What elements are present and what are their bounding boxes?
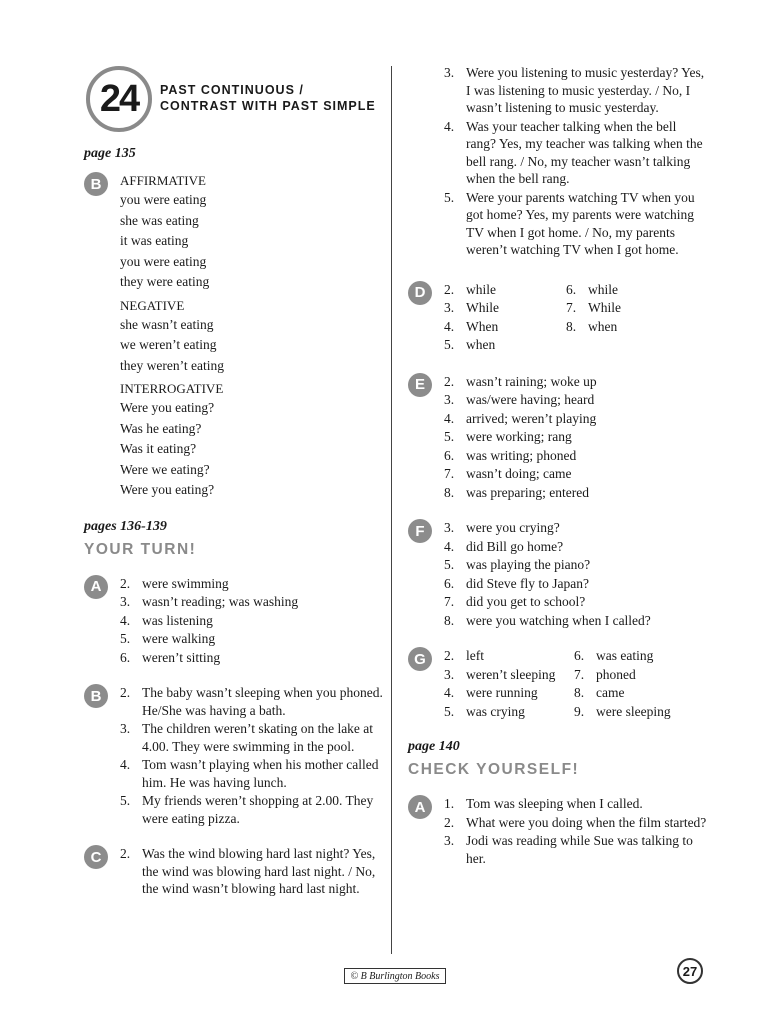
exercise-badge: C bbox=[84, 845, 108, 869]
item-text: When bbox=[466, 318, 499, 334]
publisher-credit: © B Burlington Books bbox=[344, 968, 446, 984]
item-number: 4. bbox=[444, 410, 455, 426]
form-line: she wasn’t eating bbox=[120, 316, 214, 332]
exercise-d-conjunctions bbox=[408, 281, 708, 355]
form-line: Were you eating? bbox=[120, 400, 215, 415]
item-number: 8. bbox=[566, 318, 577, 334]
list-item bbox=[120, 630, 384, 648]
item-number: 3. bbox=[444, 65, 455, 80]
exercise-c-continued bbox=[408, 64, 708, 259]
list-item bbox=[444, 703, 574, 721]
item-number: 5. bbox=[444, 703, 455, 719]
item-number: 6. bbox=[444, 447, 455, 463]
item-text: The baby wasn’t sleeping when you phoned. He/She was having a bath. bbox=[142, 685, 383, 718]
item-number: 3. bbox=[444, 833, 455, 848]
exercise-a-your-turn bbox=[84, 575, 384, 667]
list-item bbox=[574, 647, 696, 665]
page-ref-135: page 135 bbox=[84, 146, 136, 161]
list-item bbox=[120, 593, 384, 611]
item-number: 6. bbox=[120, 649, 131, 665]
form-line: you were eating bbox=[120, 192, 207, 207]
list-item bbox=[444, 336, 566, 354]
item-text: Were your parents watching TV when you got home? Yes, my parents were watching TV when I got home. / No, my parents weren’t watching TV when I got home. bbox=[466, 189, 695, 257]
form-line: they were eating bbox=[120, 274, 210, 289]
item-text: Was your teacher talking when the bell rang? Yes, my teacher was talking when the bell rang. / No, my teacher wasn’t talking when the bell rang. bbox=[466, 118, 703, 186]
item-number: 6. bbox=[566, 281, 577, 297]
list-item bbox=[444, 538, 708, 556]
item-number: 3. bbox=[120, 594, 131, 609]
list-item bbox=[444, 612, 708, 630]
item-text: while bbox=[588, 281, 618, 297]
form-line: they weren’t eating bbox=[120, 357, 224, 373]
item-text: wasn’t raining; woke up bbox=[466, 373, 597, 389]
item-number: 5. bbox=[444, 557, 455, 572]
item-text: were working; rang bbox=[466, 429, 572, 444]
unit-title-line1: PAST CONTINUOUS / bbox=[160, 83, 304, 97]
item-number: 2. bbox=[120, 846, 131, 861]
page-ref-140: page 140 bbox=[408, 739, 460, 754]
exercise-g-verbs bbox=[408, 647, 708, 721]
item-number: 5. bbox=[444, 429, 455, 444]
item-number: 5. bbox=[120, 631, 131, 646]
item-text: did Bill go home? bbox=[466, 538, 564, 554]
exercise-f-questions bbox=[408, 519, 708, 629]
item-number: 9. bbox=[574, 703, 585, 719]
item-number: 5. bbox=[444, 337, 455, 352]
exercise-badge: D bbox=[408, 281, 432, 305]
exercise-badge: B bbox=[84, 172, 108, 196]
exercise-badge: E bbox=[408, 373, 432, 397]
item-text: was eating bbox=[596, 648, 654, 663]
item-number: 4. bbox=[444, 538, 455, 554]
item-number: 7. bbox=[444, 594, 455, 609]
list-item bbox=[444, 189, 708, 259]
item-text: weren’t sleeping bbox=[466, 666, 556, 682]
item-number: 4. bbox=[120, 757, 131, 772]
item-text: was playing the piano? bbox=[466, 557, 591, 572]
item-text: My friends weren’t shopping at 2.00. They were eating pizza. bbox=[142, 793, 374, 826]
exercise-badge: A bbox=[84, 575, 108, 599]
item-text: while bbox=[466, 281, 496, 297]
exercise-c-questions bbox=[84, 845, 384, 898]
unit-title-line2: CONTRAST WITH PAST SIMPLE bbox=[160, 99, 376, 113]
item-number: 3. bbox=[120, 721, 131, 736]
item-number: 6. bbox=[574, 648, 585, 663]
item-number: 7. bbox=[566, 300, 577, 315]
item-number: 2. bbox=[120, 575, 131, 591]
item-text: Jodi was reading while Sue was talking to her. bbox=[466, 833, 693, 866]
list-item bbox=[444, 281, 566, 299]
form-line: we weren’t eating bbox=[120, 337, 217, 352]
page-ref-136-139: pages 136-139 bbox=[84, 518, 167, 534]
item-text: Was the wind blowing hard last night? Yes, the wind was blowing hard last night. / No, the wind wasn’t blowing hard last night. bbox=[142, 846, 376, 896]
item-number: 7. bbox=[574, 666, 585, 682]
list-item bbox=[444, 519, 708, 537]
list-item bbox=[444, 666, 574, 684]
item-text: did Steve fly to Japan? bbox=[466, 575, 589, 591]
list-item bbox=[120, 756, 384, 791]
item-text: were you watching when I called? bbox=[466, 612, 651, 628]
item-text: arrived; weren’t playing bbox=[466, 410, 597, 426]
list-item bbox=[444, 484, 708, 502]
item-text: were running bbox=[466, 685, 538, 700]
list-item bbox=[444, 556, 708, 574]
negative-label: NEGATIVE bbox=[120, 297, 185, 313]
list-item bbox=[120, 612, 384, 630]
item-text: did you get to school? bbox=[466, 594, 586, 609]
list-item bbox=[120, 845, 384, 898]
list-item bbox=[566, 299, 688, 317]
form-line: Was it eating? bbox=[120, 441, 197, 456]
item-number: 6. bbox=[444, 575, 455, 591]
list-item bbox=[444, 318, 566, 336]
list-item bbox=[444, 428, 708, 446]
item-text: were sleeping bbox=[596, 703, 671, 719]
exercise-a-check-yourself bbox=[408, 795, 708, 867]
list-item bbox=[574, 703, 696, 721]
item-text: was preparing; entered bbox=[466, 484, 589, 500]
form-line: it was eating bbox=[120, 233, 189, 248]
exercise-b-conjugation bbox=[84, 172, 384, 501]
exercise-b-sentences bbox=[84, 684, 384, 827]
item-text: Tom wasn’t playing when his mother called him. He was having lunch. bbox=[142, 757, 379, 790]
item-text: when bbox=[466, 337, 496, 352]
item-text: Tom was sleeping when I called. bbox=[466, 796, 643, 811]
item-number: 2. bbox=[444, 373, 455, 389]
list-item bbox=[444, 118, 708, 188]
item-text: What were you doing when the film started? bbox=[466, 814, 707, 830]
list-item bbox=[566, 318, 688, 336]
item-text: wasn’t doing; came bbox=[466, 466, 572, 481]
form-line: Was he eating? bbox=[120, 420, 202, 436]
item-text: was crying bbox=[466, 703, 525, 719]
item-number: 8. bbox=[444, 612, 455, 628]
list-item bbox=[444, 575, 708, 593]
exercise-badge: B bbox=[84, 684, 108, 708]
item-number: 5. bbox=[120, 793, 131, 808]
item-number: 4. bbox=[120, 612, 131, 628]
item-number: 3. bbox=[444, 666, 455, 682]
interrogative-label: INTERROGATIVE bbox=[120, 381, 224, 396]
page-number: 27 bbox=[677, 958, 703, 984]
list-item bbox=[444, 373, 708, 391]
item-text: wasn’t reading; was washing bbox=[142, 594, 299, 609]
list-item bbox=[444, 64, 708, 117]
item-number: 8. bbox=[574, 685, 585, 700]
list-item bbox=[566, 281, 688, 299]
list-item bbox=[444, 299, 566, 317]
right-column bbox=[408, 64, 708, 885]
item-text: weren’t sitting bbox=[142, 649, 221, 665]
list-item bbox=[444, 832, 708, 867]
item-text: While bbox=[588, 300, 621, 315]
item-number: 7. bbox=[444, 466, 455, 481]
list-item bbox=[574, 684, 696, 702]
unit-number: 24 bbox=[86, 66, 152, 132]
form-line: Were we eating? bbox=[120, 461, 210, 477]
item-number: 2. bbox=[444, 814, 455, 830]
list-item bbox=[444, 795, 708, 813]
item-text: were swimming bbox=[142, 575, 229, 591]
list-item bbox=[444, 684, 574, 702]
list-item bbox=[444, 410, 708, 428]
item-text: were you crying? bbox=[466, 520, 560, 535]
form-line: she was eating bbox=[120, 212, 199, 228]
unit-header bbox=[84, 64, 384, 144]
list-item bbox=[120, 575, 384, 593]
left-column bbox=[84, 64, 384, 916]
list-item bbox=[574, 666, 696, 684]
item-text: left bbox=[466, 648, 484, 663]
item-number: 3. bbox=[444, 520, 455, 535]
item-text: when bbox=[588, 318, 618, 334]
item-text: was listening bbox=[142, 612, 213, 628]
item-number: 4. bbox=[444, 318, 455, 334]
exercise-badge: G bbox=[408, 647, 432, 671]
list-item bbox=[120, 649, 384, 667]
unit-title bbox=[160, 82, 376, 114]
list-item bbox=[444, 593, 708, 611]
exercise-badge: A bbox=[408, 795, 432, 819]
list-item bbox=[120, 720, 384, 755]
item-text: was writing; phoned bbox=[466, 447, 577, 463]
exercise-badge: F bbox=[408, 519, 432, 543]
list-item bbox=[444, 647, 574, 665]
your-turn-heading: YOUR TURN! bbox=[84, 540, 197, 558]
column-divider bbox=[391, 66, 392, 954]
affirmative-label: AFFIRMATIVE bbox=[120, 173, 206, 188]
item-number: 5. bbox=[444, 189, 455, 205]
item-number: 4. bbox=[444, 118, 455, 134]
item-text: phoned bbox=[596, 666, 636, 682]
list-item bbox=[120, 684, 384, 719]
exercise-e-verbs bbox=[408, 373, 708, 502]
item-number: 2. bbox=[444, 648, 455, 663]
item-number: 8. bbox=[444, 484, 455, 500]
item-number: 3. bbox=[444, 392, 455, 407]
check-yourself-heading: CHECK YOURSELF! bbox=[408, 761, 580, 778]
item-text: were walking bbox=[142, 631, 216, 646]
list-item bbox=[120, 792, 384, 827]
item-number: 1. bbox=[444, 796, 455, 811]
item-number: 2. bbox=[120, 685, 131, 700]
item-number: 4. bbox=[444, 685, 455, 700]
item-number: 3. bbox=[444, 300, 455, 315]
item-text: came bbox=[596, 685, 625, 700]
item-text: was/were having; heard bbox=[466, 392, 595, 407]
list-item bbox=[444, 814, 708, 832]
item-number: 2. bbox=[444, 281, 455, 297]
list-item bbox=[444, 465, 708, 483]
item-text: The children weren’t skating on the lake at 4.00. They were swimming in the pool. bbox=[142, 721, 374, 754]
list-item bbox=[444, 447, 708, 465]
item-text: While bbox=[466, 300, 499, 315]
item-text: Were you listening to music yesterday? Yes, I was listening to music yesterday. / No, I wasn’t listening to music yesterday. bbox=[466, 65, 705, 115]
list-item bbox=[444, 391, 708, 409]
form-line: Were you eating? bbox=[120, 482, 215, 497]
form-line: you were eating bbox=[120, 253, 207, 269]
